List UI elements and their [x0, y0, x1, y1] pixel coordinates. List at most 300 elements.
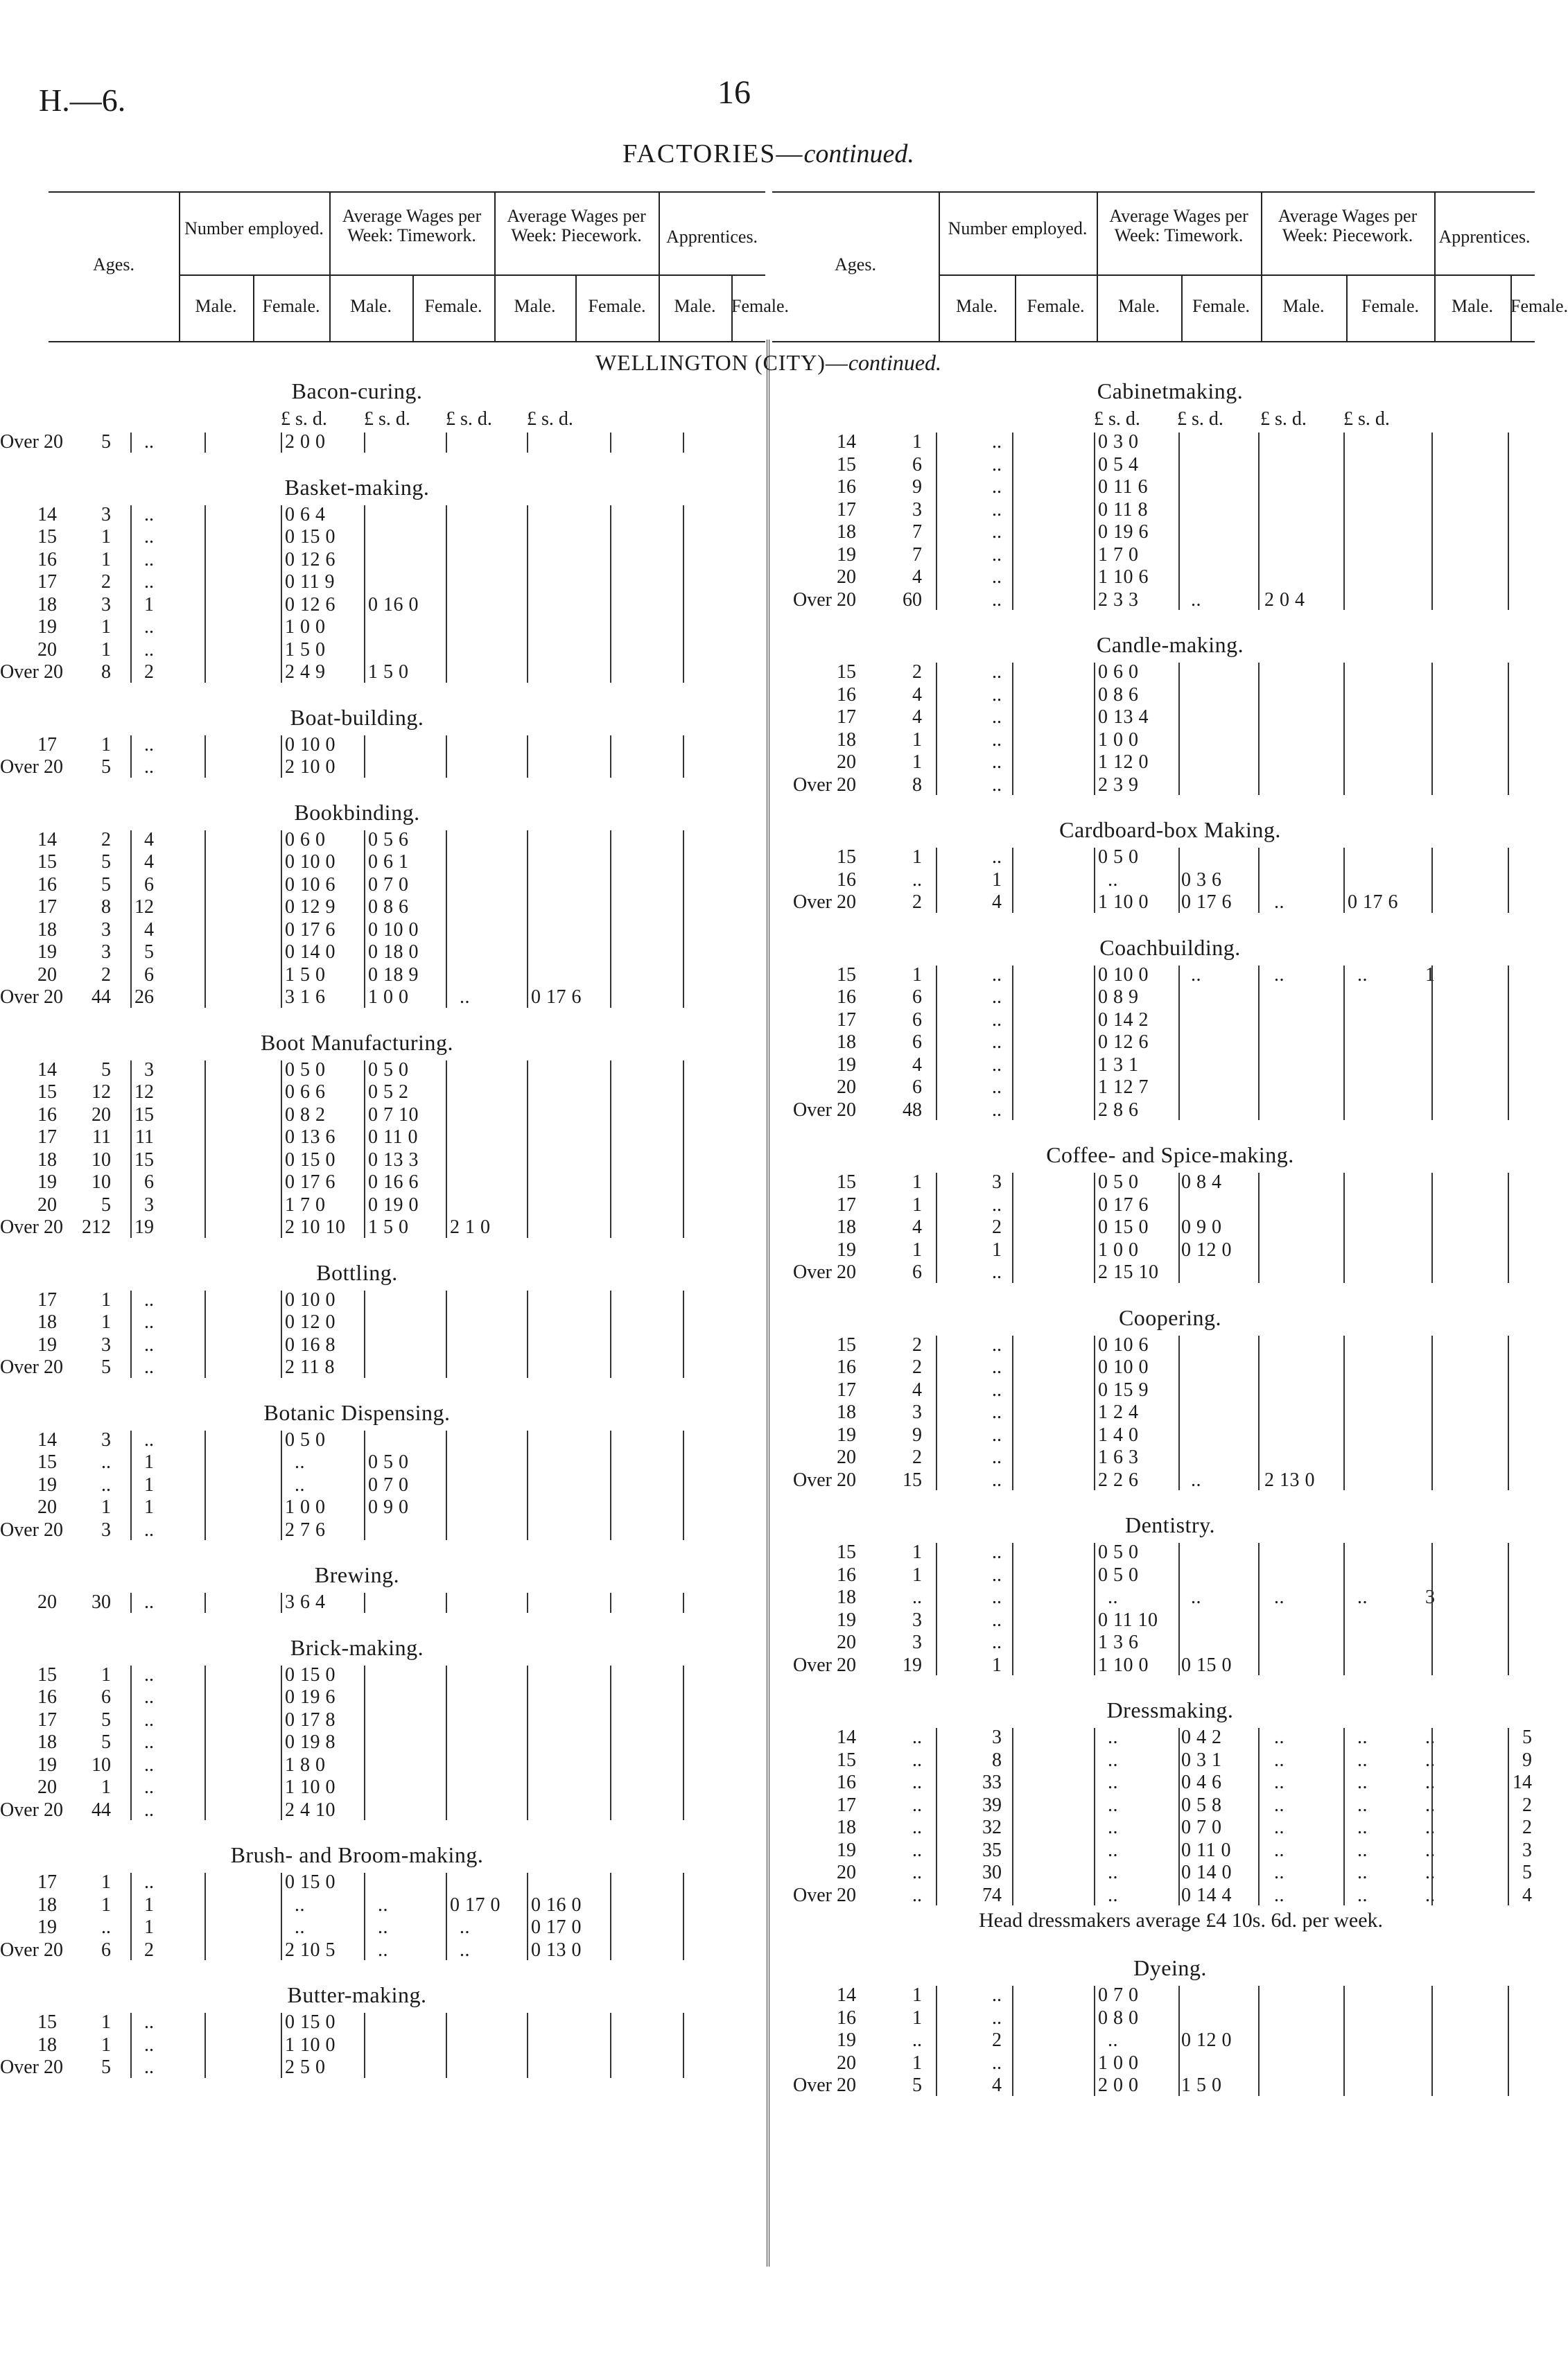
female-count: ..	[144, 1356, 154, 1378]
male-count: 2	[912, 661, 922, 683]
female-count: ..	[144, 1799, 154, 1821]
apprentice-female: 5	[1522, 1727, 1532, 1748]
timework-female: 0 7 0	[368, 1474, 409, 1496]
male-count: 8	[101, 896, 111, 918]
table-row	[769, 2029, 1537, 2052]
piecework-female: ..	[1357, 1587, 1368, 1608]
apprentice-female: 4	[1522, 1884, 1532, 1906]
table-row	[0, 1194, 765, 1217]
timework-male: 2 10 10	[285, 1216, 346, 1238]
table-row	[769, 1587, 1537, 1609]
column-rule	[936, 1336, 937, 1491]
age-cell: 16	[37, 1686, 57, 1708]
page-number: 16	[717, 74, 751, 111]
female-count: 15	[134, 1103, 154, 1126]
table-row	[769, 2075, 1537, 2097]
subheader-male: Male.	[514, 296, 556, 316]
column-rule	[130, 2013, 132, 2078]
male-count: 7	[912, 521, 922, 543]
female-count: ..	[992, 1564, 1002, 1586]
female-count: ..	[144, 1663, 154, 1686]
female-count: 15	[134, 1149, 154, 1171]
column-rule	[1508, 1986, 1509, 2096]
column-rule	[130, 433, 132, 453]
timework-male: 2 4 9	[285, 661, 326, 683]
table-row	[0, 526, 765, 549]
female-count: 4	[144, 828, 154, 850]
column-rule	[610, 1593, 611, 1613]
male-count: 5	[101, 431, 111, 453]
table-row	[769, 1356, 1537, 1379]
timework-male: 2 3 9	[1098, 774, 1139, 796]
female-count: ..	[992, 728, 1002, 751]
female-count: ..	[144, 756, 154, 778]
table-row	[769, 1239, 1537, 1262]
male-count: ..	[912, 1727, 922, 1748]
column-rule	[1094, 966, 1095, 1121]
timework-male: 0 8 6	[1098, 683, 1139, 706]
female-count: ..	[992, 1031, 1002, 1053]
industry-section	[0, 1838, 765, 1962]
male-count: ..	[912, 2029, 922, 2051]
timework-male: 0 10 0	[285, 733, 336, 756]
currency-units	[0, 408, 765, 431]
timework-male: 1 2 4	[1098, 1401, 1139, 1423]
column-rule	[683, 505, 684, 683]
column-rule	[610, 1291, 611, 1378]
timework-male: 1 3 6	[1098, 1632, 1139, 1653]
female-count: ..	[144, 1731, 154, 1753]
column-rule	[446, 1060, 447, 1238]
subheader-male: Male.	[1282, 296, 1325, 316]
header-rule	[1261, 193, 1262, 341]
table-row	[769, 1379, 1537, 1402]
timework-male: 0 15 9	[1098, 1379, 1149, 1401]
timework-male: 0 12 6	[285, 548, 336, 570]
age-cell: 15	[837, 1334, 856, 1356]
table-row	[0, 549, 765, 572]
male-count: 6	[912, 1031, 922, 1053]
column-rule	[527, 433, 528, 453]
timework-female: 1 0 0	[368, 986, 409, 1008]
timework-male: 0 12 6	[1098, 1031, 1149, 1053]
timework-female: 0 11 0	[368, 1126, 418, 1148]
female-count: 5	[144, 941, 154, 963]
column-rule	[130, 1291, 132, 1378]
female-count: 30	[982, 1862, 1002, 1883]
female-count: 1	[144, 1474, 154, 1496]
male-count: ..	[912, 1794, 922, 1816]
male-count: 1	[101, 1496, 111, 1518]
column-rule	[1508, 663, 1509, 795]
units-label: £ s. d.	[1260, 408, 1307, 430]
age-cell: 16	[37, 548, 57, 570]
male-count: 2	[912, 891, 922, 913]
timework-male: 2 3 3	[1098, 588, 1139, 611]
age-cell: 16	[837, 986, 856, 1008]
table-row	[769, 566, 1537, 589]
female-count: ..	[144, 1871, 154, 1893]
column-rule	[1012, 433, 1013, 610]
column-rule	[1431, 1173, 1433, 1283]
male-count: 1	[912, 1239, 922, 1261]
column-rule	[1012, 1543, 1013, 1675]
timework-male: 2 8 6	[1098, 1099, 1139, 1121]
female-count: ..	[992, 1194, 1002, 1216]
age-cell: 20	[837, 1862, 856, 1883]
timework-female: ..	[1191, 1469, 1201, 1491]
female-count: 4	[992, 2075, 1002, 2096]
timework-male: ..	[1108, 1749, 1118, 1771]
column-rule	[1431, 433, 1433, 610]
industry-section	[0, 374, 765, 454]
page-title: FACTORIES—continued.	[622, 139, 914, 168]
column-rule	[936, 966, 937, 1121]
male-count: 8	[912, 774, 922, 796]
age-cell: Over 20	[0, 1519, 63, 1541]
age-cell: 14	[37, 503, 57, 525]
column-rule	[936, 663, 937, 795]
column-rule	[1094, 1728, 1095, 1905]
piecework-male: ..	[1274, 1817, 1284, 1838]
timework-male: 0 5 0	[285, 1429, 326, 1451]
column-rule	[1343, 848, 1345, 913]
industry-title: Dyeing.	[1133, 1955, 1207, 1980]
column-rule	[446, 830, 447, 1008]
column-rule	[610, 1431, 611, 1541]
apprentice-female: 2	[1522, 1794, 1532, 1816]
industry-section	[769, 813, 1537, 914]
table-row	[769, 1054, 1537, 1077]
age-cell: 20	[37, 963, 57, 986]
age-cell: 17	[837, 706, 856, 728]
column-rule	[130, 1060, 132, 1238]
subheader-male: Male.	[1452, 296, 1493, 316]
column-rule	[1178, 1728, 1180, 1905]
column-rule	[683, 735, 684, 778]
header-rule	[1097, 193, 1098, 341]
male-count: 1	[101, 2034, 111, 2056]
timework-male: ..	[1108, 2029, 1118, 2051]
female-count: ..	[992, 431, 1002, 453]
age-cell: Over 20	[793, 588, 856, 611]
apprentice-male: ..	[1425, 1727, 1435, 1748]
male-count: 2	[101, 963, 111, 986]
piecework-male: ..	[1274, 1587, 1284, 1608]
timework-male: ..	[1108, 1794, 1118, 1816]
column-rule	[683, 433, 684, 453]
male-count: 3	[912, 1632, 922, 1653]
male-count: 6	[912, 1261, 922, 1283]
female-count: 3	[992, 1171, 1002, 1193]
piecework-male: 2 1 0	[450, 1216, 491, 1238]
age-cell: 14	[37, 1429, 57, 1451]
age-cell: 15	[37, 526, 57, 548]
timework-male: 0 11 6	[1098, 476, 1148, 498]
column-rule	[1431, 1986, 1433, 2096]
table-row	[769, 774, 1537, 797]
column-rule	[1258, 1543, 1260, 1675]
table-row	[0, 616, 765, 639]
timework-female: 0 5 0	[368, 1451, 409, 1473]
timework-male: ..	[1108, 1817, 1118, 1838]
male-count: 12	[92, 1081, 111, 1103]
industry-title: Bookbinding.	[294, 799, 420, 825]
table-row	[0, 2011, 765, 2034]
units-label: £ s. d.	[364, 408, 410, 430]
timework-male: 1 10 0	[285, 1776, 336, 1798]
column-rule	[1094, 663, 1095, 795]
column-rule	[446, 505, 447, 683]
timework-female: 0 9 0	[368, 1496, 409, 1518]
timework-male: 0 19 6	[285, 1686, 336, 1708]
column-rule	[281, 433, 282, 453]
female-count: ..	[992, 521, 1002, 543]
column-rule	[130, 1593, 132, 1613]
column-rule	[364, 505, 365, 683]
male-count: 1	[912, 751, 922, 773]
timework-male: 1 10 0	[1098, 1654, 1149, 1676]
female-count: 4	[992, 891, 1002, 913]
column-rule	[527, 2013, 528, 2078]
timework-male: 2 0 0	[285, 431, 326, 453]
subheader-female: Female.	[424, 296, 482, 316]
female-count: ..	[144, 1334, 154, 1356]
age-cell: 16	[837, 868, 856, 891]
piecework-male: ..	[1274, 1772, 1284, 1793]
industry-title: Brewing.	[314, 1562, 400, 1587]
header-number-employed: Number employed.	[184, 218, 324, 238]
age-cell: 18	[837, 1817, 856, 1838]
column-rule	[446, 1666, 447, 1821]
timework-female: 0 14 0	[1181, 1862, 1232, 1883]
male-count: 2	[912, 1356, 922, 1378]
timework-male: 1 10 0	[1098, 891, 1149, 913]
column-rule	[364, 1431, 365, 1541]
table-row	[769, 1401, 1537, 1424]
table-row	[769, 1424, 1537, 1447]
male-count: ..	[101, 1474, 111, 1496]
header-avg-timework: Average Wages per Week: Timework.	[342, 206, 482, 245]
female-count: ..	[992, 751, 1002, 773]
timework-female: 0 4 2	[1181, 1727, 1222, 1748]
subheader-male: Male.	[195, 296, 237, 316]
timework-male: 0 10 0	[1098, 963, 1149, 986]
column-rule	[936, 848, 937, 913]
apprentice-male: ..	[1425, 1817, 1435, 1838]
male-count: 3	[101, 593, 111, 615]
column-rule	[1258, 1728, 1260, 1905]
header-rule	[1434, 193, 1436, 341]
column-rule	[364, 433, 365, 453]
age-cell: Over 20	[0, 986, 63, 1008]
units-label: £ s. d.	[1343, 408, 1390, 430]
age-cell: 16	[837, 1564, 856, 1586]
column-rule	[130, 1873, 132, 1960]
male-count: 3	[912, 1609, 922, 1631]
male-count: 4	[912, 706, 922, 728]
age-cell: 17	[37, 1709, 57, 1731]
female-count: ..	[992, 1984, 1002, 2006]
column-rule	[1343, 1543, 1345, 1675]
column-rule	[1343, 966, 1345, 1121]
piecework-female: ..	[1357, 1862, 1368, 1883]
table-row	[769, 869, 1537, 892]
timework-male: 0 5 0	[1098, 1171, 1139, 1193]
age-cell: 17	[37, 571, 57, 593]
age-cell: 17	[37, 1871, 57, 1893]
table-row	[769, 1469, 1537, 1492]
table-row	[769, 1609, 1537, 1632]
age-cell: 20	[37, 1496, 57, 1518]
table-row	[769, 1447, 1537, 1469]
subheader-male: Male.	[1118, 296, 1160, 316]
timework-male: 1 12 7	[1098, 1076, 1149, 1098]
age-cell: 18	[837, 1401, 856, 1423]
column-rule	[527, 830, 528, 1008]
column-rule	[204, 1873, 206, 1960]
industry-title: Bottling.	[316, 1259, 398, 1285]
timework-male: 0 17 6	[1098, 1194, 1149, 1216]
header-number-employed: Number employed.	[948, 218, 1088, 238]
age-cell: 16	[37, 1103, 57, 1126]
male-count: 7	[912, 543, 922, 566]
age-cell: 15	[837, 1749, 856, 1771]
timework-male: 2 0 0	[1098, 2075, 1139, 2096]
column-rule	[204, 505, 206, 683]
male-count: 4	[912, 683, 922, 706]
piecework-female: 0 17 6	[531, 986, 582, 1008]
table-row	[0, 1451, 765, 1474]
timework-female: 0 16 6	[368, 1171, 419, 1193]
timework-male: 0 15 0	[1098, 1216, 1149, 1238]
column-rule	[683, 1291, 684, 1378]
female-count: ..	[144, 1709, 154, 1731]
age-cell: 17	[37, 896, 57, 918]
piecework-male: ..	[1274, 1862, 1284, 1883]
column-rule	[446, 1873, 447, 1960]
female-count: 35	[982, 1839, 1002, 1861]
header-rule	[731, 274, 733, 341]
column-rule	[204, 2013, 206, 2078]
age-cell: 15	[837, 1171, 856, 1193]
table-row	[0, 1799, 765, 1822]
timework-male: 0 5 0	[285, 1058, 326, 1081]
timework-female: 0 18 9	[368, 963, 419, 986]
female-count: ..	[992, 1542, 1002, 1563]
male-count: 15	[903, 1469, 922, 1491]
female-count: 6	[144, 1171, 154, 1193]
industry-section	[769, 931, 1537, 1122]
table-row	[769, 706, 1537, 729]
female-count: ..	[992, 498, 1002, 521]
apprentice-male: 1	[1425, 963, 1435, 986]
timework-male: 0 11 10	[1098, 1609, 1158, 1631]
piecework-female: ..	[1357, 1817, 1368, 1838]
timework-male: ..	[1108, 1587, 1118, 1608]
timework-male: 0 17 6	[285, 918, 336, 941]
timework-male: 1 0 0	[1098, 728, 1139, 751]
male-count: 2	[101, 571, 111, 593]
column-rule	[936, 1173, 937, 1283]
column-rule	[1431, 1728, 1433, 1905]
age-cell: 14	[837, 431, 856, 453]
piecework-male: ..	[460, 986, 470, 1008]
column-rule	[683, 1431, 684, 1541]
male-count: 1	[101, 2011, 111, 2033]
table-row	[769, 1772, 1537, 1794]
timework-male: 1 7 0	[285, 1194, 326, 1216]
female-count: 2	[144, 661, 154, 683]
table-row	[0, 1939, 765, 1962]
male-count: 3	[101, 1519, 111, 1541]
piecework-male: 2 13 0	[1264, 1469, 1315, 1491]
female-count: ..	[992, 1356, 1002, 1378]
column-rule	[1012, 1173, 1013, 1283]
column-rule	[527, 1666, 528, 1821]
timework-male: 0 6 6	[285, 1081, 326, 1103]
table-row	[769, 1840, 1537, 1862]
header-ages: Ages.	[93, 254, 134, 274]
industry-title: Dentistry.	[1124, 1512, 1215, 1537]
timework-female: 0 8 6	[368, 896, 409, 918]
female-count: ..	[992, 1424, 1002, 1446]
industry-section	[769, 1693, 1537, 1935]
table-row	[769, 544, 1537, 567]
female-count: ..	[144, 616, 154, 638]
column-rule	[1178, 1173, 1180, 1283]
age-cell: 15	[37, 1663, 57, 1686]
male-count: 11	[92, 1126, 111, 1148]
age-cell: 18	[37, 1731, 57, 1753]
timework-male: 0 14 2	[1098, 1008, 1149, 1031]
column-rule	[527, 1291, 528, 1378]
table-row	[0, 964, 765, 987]
industry-section	[0, 1026, 765, 1239]
female-count: 1	[144, 1451, 154, 1473]
table-row	[769, 1727, 1537, 1749]
timework-male: 0 6 4	[285, 503, 326, 525]
male-count: 5	[101, 851, 111, 873]
apprentice-female: 2	[1522, 1817, 1532, 1838]
age-cell: 18	[837, 1587, 856, 1608]
piecework-female: 0 16 0	[531, 1894, 582, 1916]
age-cell: 15	[837, 453, 856, 475]
table-row	[0, 1081, 765, 1104]
timework-female: 0 14 4	[1181, 1884, 1232, 1906]
age-cell: 18	[37, 918, 57, 941]
timework-male: 0 11 9	[285, 571, 335, 593]
column-rule	[527, 1873, 528, 1960]
table-row	[0, 1429, 765, 1452]
female-count: 19	[134, 1216, 154, 1238]
units-label: £ s. d.	[446, 408, 492, 430]
timework-male: 1 3 1	[1098, 1054, 1139, 1076]
column-rule	[446, 433, 447, 453]
column-rule	[1258, 1986, 1260, 2096]
table-row	[769, 891, 1537, 914]
timework-male: ..	[1108, 1862, 1118, 1883]
timework-male: 0 12 6	[285, 593, 336, 615]
male-count: 1	[101, 1871, 111, 1893]
male-count: ..	[912, 1817, 922, 1838]
column-rule	[1258, 1173, 1260, 1283]
industry-section	[0, 1631, 765, 1822]
timework-female: 0 3 1	[1181, 1749, 1222, 1771]
age-cell: 17	[37, 1126, 57, 1148]
male-count: 6	[101, 1939, 111, 1961]
column-rule	[1431, 1336, 1433, 1491]
